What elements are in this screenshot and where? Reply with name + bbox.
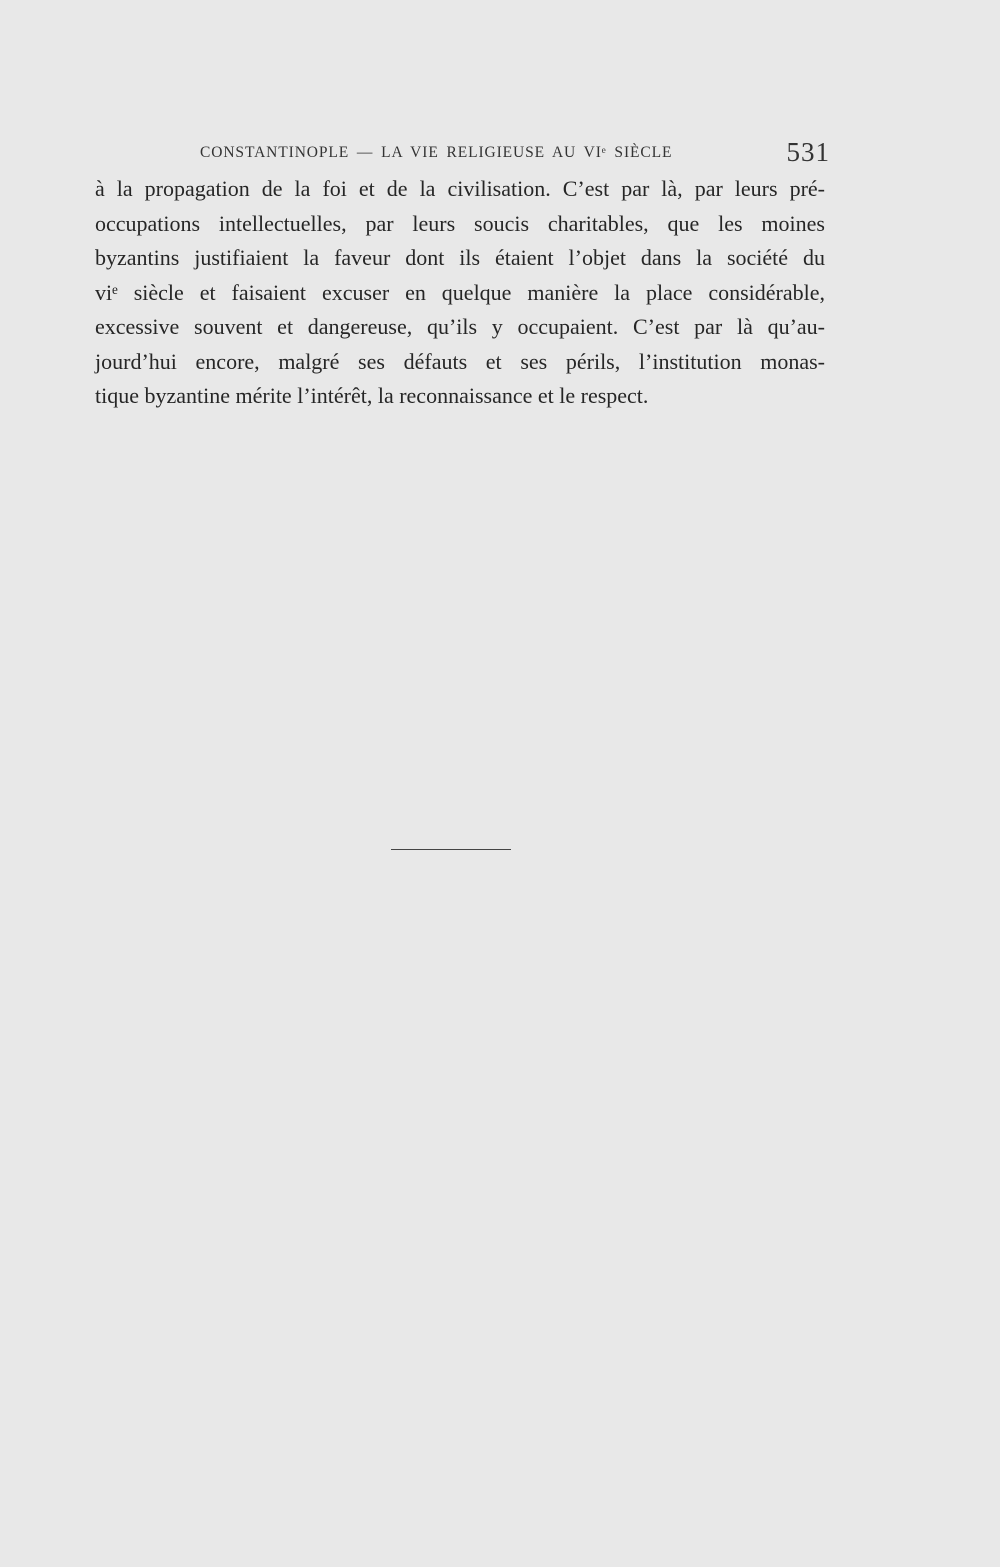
running-head: [200, 138, 830, 168]
page-number: 531: [786, 137, 830, 167]
text-line: jourd’hui encore, malgré ses défauts et ses périls, l’institution monas-: [95, 348, 825, 374]
text-line: occupations intellectuelles, par leurs soucis charitables, que les moines: [95, 210, 825, 236]
end-rule: [391, 849, 511, 850]
running-title: CONSTANTINOPLE — LA VIE RELIGIEUSE AU VIᵉ SIÈCLE: [200, 144, 673, 161]
body-paragraph: [95, 172, 825, 414]
text-line: viᵉ siècle et faisaient excuser en quelque manière la place considérable,: [95, 279, 825, 305]
text-line: excessive souvent et dangereuse, qu’ils y occupaient. C’est par là qu’au-: [95, 314, 825, 339]
text-line: à la propagation de la foi et de la civilisation. C’est par là, par leurs pré-: [95, 176, 825, 201]
text-line: byzantins justifiaient la faveur dont ils étaient l’objet dans la société du: [95, 245, 825, 270]
text-line: tique byzantine mérite l’intérêt, la reconnaissance et le respect.: [95, 383, 649, 408]
